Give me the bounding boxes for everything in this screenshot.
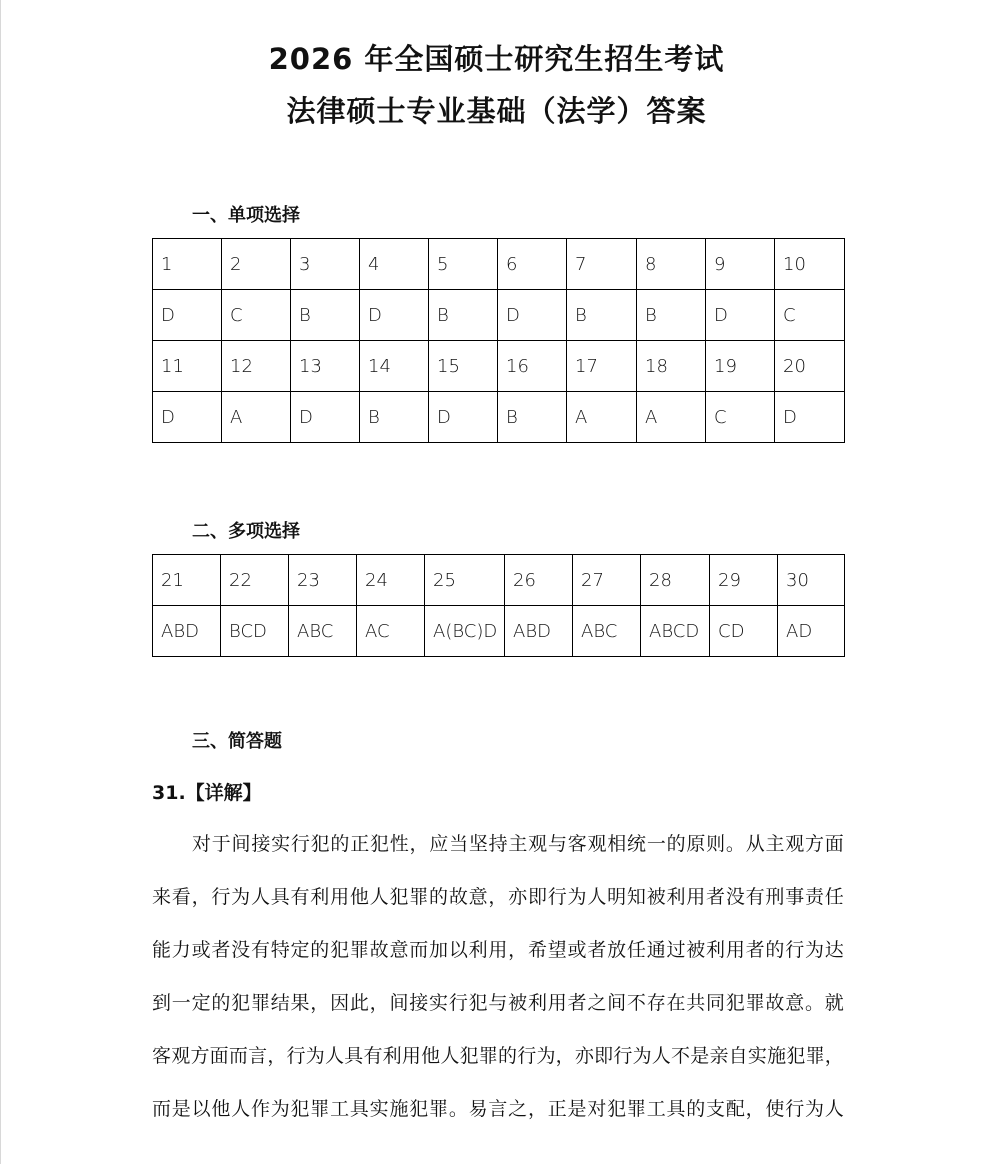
single-choice-cell-number: 9 [706, 239, 775, 290]
single-choice-cell-number: 5 [429, 239, 498, 290]
multiple-choice-cell-number: 24 [357, 555, 425, 606]
single-choice-cell-answer: C [775, 290, 845, 341]
multiple-choice-answer-table [152, 554, 845, 657]
single-choice-cell-answer: D [153, 392, 222, 443]
multiple-choice-cell-number: 25 [425, 555, 505, 606]
single-choice-cell-number: 1 [153, 239, 222, 290]
multiple-choice-cell-answer: ABCD [641, 606, 710, 657]
multiple-choice-cell-answer: BCD [221, 606, 289, 657]
multiple-choice-cell-answer: ABC [289, 606, 357, 657]
multiple-choice-cell-answer: ABD [153, 606, 221, 657]
doc-title-line1: 2026 年全国硕士研究生招生考试 [268, 42, 725, 76]
multiple-choice-cell-number: 27 [573, 555, 641, 606]
multiple-choice-cell-number: 28 [641, 555, 710, 606]
single-choice-cell-number: 12 [222, 341, 291, 392]
single-choice-cell-number: 2 [222, 239, 291, 290]
single-choice-cell-answer: C [706, 392, 775, 443]
single-choice-cell-answer: C [222, 290, 291, 341]
explanation-line: 能力或者没有特定的犯罪故意而加以利用，希望或者放任通过被利用者的行为达 [152, 939, 844, 961]
single-choice-cell-answer: D [498, 290, 567, 341]
multiple-choice-table-body [153, 555, 845, 657]
single-choice-cell-answer: B [360, 392, 429, 443]
explanation-line: 而是以他人作为犯罪工具实施犯罪。易言之，正是对犯罪工具的支配，使行为人 [152, 1098, 844, 1120]
single-choice-cell-answer: D [706, 290, 775, 341]
single-choice-cell-answer: D [429, 392, 498, 443]
single-choice-row [153, 341, 845, 392]
single-choice-row [153, 290, 845, 341]
single-choice-cell-number: 16 [498, 341, 567, 392]
single-choice-cell-number: 13 [291, 341, 360, 392]
multiple-choice-cell-answer: AC [357, 606, 425, 657]
single-choice-answer-table [152, 238, 845, 443]
multiple-choice-cell-number: 22 [221, 555, 289, 606]
single-choice-cell-answer: B [637, 290, 706, 341]
single-choice-cell-number: 19 [706, 341, 775, 392]
question-31-label: 31.【详解】 [152, 782, 262, 804]
multiple-choice-cell-answer: CD [710, 606, 778, 657]
multiple-choice-cell-number: 29 [710, 555, 778, 606]
multiple-choice-cell-answer: A(BC)D [425, 606, 505, 657]
single-choice-table-body [153, 239, 845, 443]
explanation-line: 对于间接实行犯的正犯性，应当坚持主观与客观相统一的原则。从主观方面 [192, 833, 844, 855]
single-choice-cell-answer: A [637, 392, 706, 443]
doc-title-line2: 法律硕士专业基础（法学）答案 [286, 94, 707, 128]
single-choice-cell-number: 20 [775, 341, 845, 392]
single-choice-cell-answer: D [153, 290, 222, 341]
single-choice-cell-answer: A [222, 392, 291, 443]
single-choice-cell-number: 18 [637, 341, 706, 392]
single-choice-cell-number: 8 [637, 239, 706, 290]
single-choice-cell-answer: D [360, 290, 429, 341]
single-choice-cell-answer: B [498, 392, 567, 443]
page-left-edge [0, 0, 1, 1164]
single-choice-cell-number: 11 [153, 341, 222, 392]
explanation-line: 到一定的犯罪结果，因此，间接实行犯与被利用者之间不存在共同犯罪故意。就 [152, 992, 844, 1014]
single-choice-cell-number: 17 [567, 341, 637, 392]
single-choice-cell-answer: D [291, 392, 360, 443]
multiple-choice-cell-number: 23 [289, 555, 357, 606]
single-choice-cell-number: 10 [775, 239, 845, 290]
explanation-line: 客观方面而言，行为人具有利用他人犯罪的行为，亦即行为人不是亲自实施犯罪， [152, 1045, 844, 1067]
multiple-choice-cell-answer: ABC [573, 606, 641, 657]
multiple-choice-cell-answer: ABD [505, 606, 573, 657]
multiple-choice-row [153, 606, 845, 657]
single-choice-cell-answer: D [775, 392, 845, 443]
section-heading-short-answer: 三、简答题 [192, 731, 282, 752]
section-heading-multiple-choice: 二、多项选择 [192, 521, 300, 542]
single-choice-cell-number: 7 [567, 239, 637, 290]
explanation-line: 来看，行为人具有利用他人犯罪的故意，亦即行为人明知被利用者没有刑事责任 [152, 886, 844, 908]
single-choice-cell-number: 14 [360, 341, 429, 392]
multiple-choice-cell-number: 26 [505, 555, 573, 606]
single-choice-cell-number: 3 [291, 239, 360, 290]
single-choice-cell-answer: B [291, 290, 360, 341]
single-choice-cell-answer: A [567, 392, 637, 443]
multiple-choice-cell-number: 21 [153, 555, 221, 606]
single-choice-cell-answer: B [567, 290, 637, 341]
single-choice-row [153, 392, 845, 443]
multiple-choice-cell-number: 30 [778, 555, 845, 606]
section-heading-single-choice: 一、单项选择 [192, 205, 300, 226]
multiple-choice-row [153, 555, 845, 606]
single-choice-cell-answer: B [429, 290, 498, 341]
single-choice-row [153, 239, 845, 290]
multiple-choice-cell-answer: AD [778, 606, 845, 657]
single-choice-cell-number: 4 [360, 239, 429, 290]
single-choice-cell-number: 6 [498, 239, 567, 290]
single-choice-cell-number: 15 [429, 341, 498, 392]
